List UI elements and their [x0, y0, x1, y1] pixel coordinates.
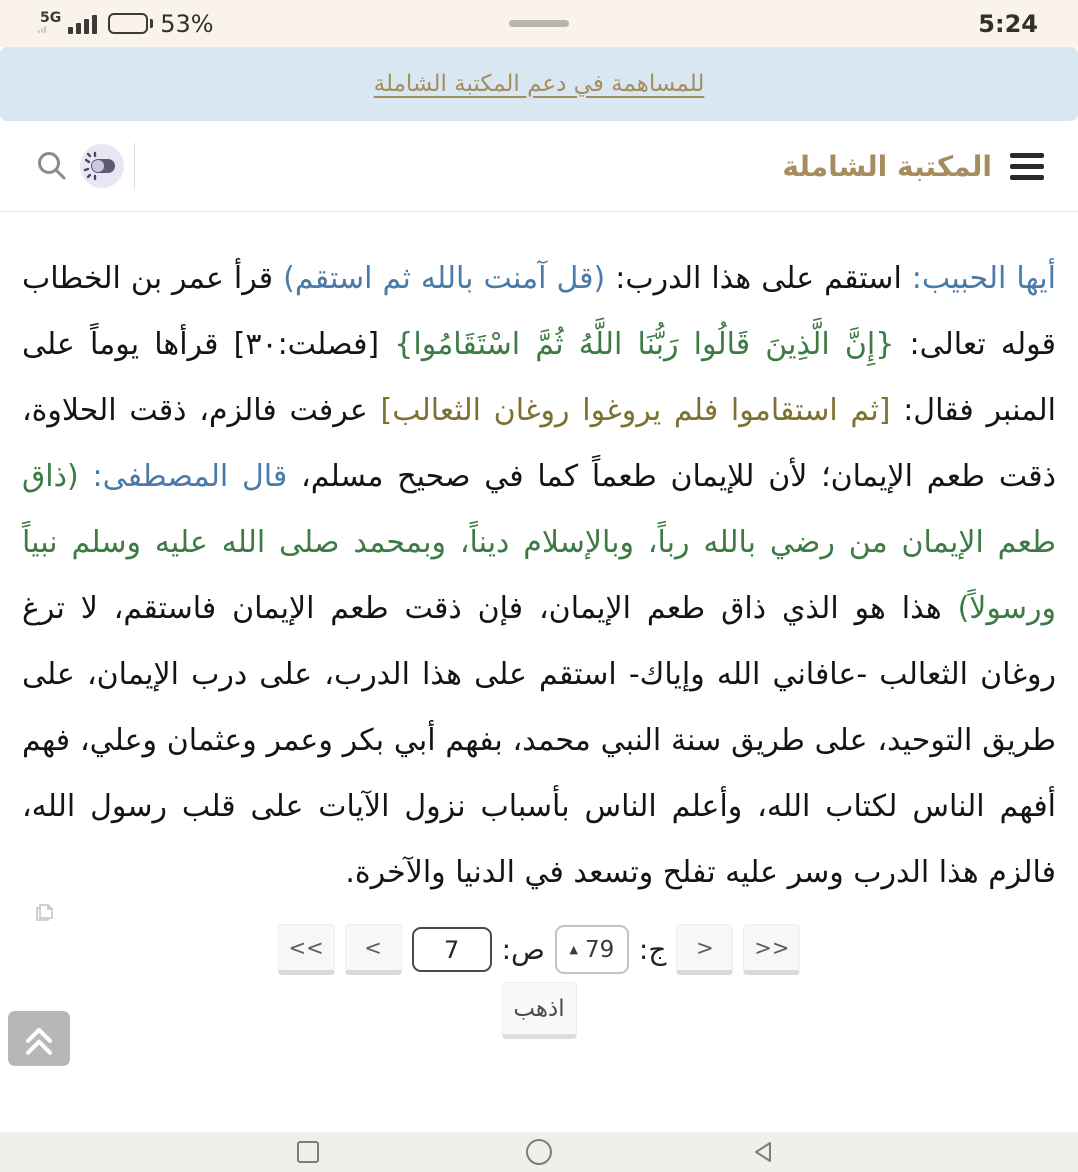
text-segment: قال المصطفى:: [78, 459, 288, 494]
app-header: [0, 121, 1078, 212]
clock: 5:24: [978, 9, 1038, 38]
header-actions: [34, 143, 135, 189]
volume-label: ج:: [638, 933, 667, 966]
select-arrow-icon: ▲: [569, 943, 578, 956]
text-segment: عرفت فالزم، ذقت الحلاوة، ذقت طعم الإيمان؛ لأن للإيمان طعماً كما في صحيح مسلم،: [22, 393, 1056, 494]
text-segment: قرأ عمر بن الخطاب قوله تعالى:: [22, 261, 1056, 362]
text-segment: (ذاق طعم الإيمان من رضي بالله رباً، وبالإسلام ديناً، وبمحمد صلى الله عليه وسلم نبياً ورسولاً): [22, 459, 1056, 626]
donation-link[interactable]: للمساهمة في دعم المكتبة الشاملة: [373, 71, 705, 97]
camera-notch-pill: [509, 20, 569, 27]
status-bar: [0, 0, 1078, 47]
dark-mode-toggle-icon[interactable]: [80, 144, 124, 188]
page-prev-double-button[interactable]: <<: [278, 924, 335, 975]
recents-icon[interactable]: [296, 1140, 320, 1164]
battery-percent: 53%: [160, 9, 214, 38]
scroll-to-top-button[interactable]: [8, 1011, 70, 1066]
page-next-button[interactable]: >: [676, 924, 733, 975]
go-button[interactable]: اذهب: [502, 982, 577, 1039]
text-segment: {إِنَّ الَّذِينَ قَالُوا رَبُّنَا اللَّهُ ثُمَّ اسْتَقَامُوا}: [379, 327, 895, 362]
page-number-input[interactable]: [412, 927, 492, 972]
menu-icon[interactable]: [1010, 153, 1044, 180]
go-row: [22, 982, 1056, 1039]
text-segment: قرأها يوماً على المنبر فقال:: [22, 327, 1056, 428]
sim2-signal-icon: [38, 26, 46, 33]
android-nav-bar: [0, 1132, 1078, 1172]
volume-value: 79: [584, 936, 615, 963]
status-icons: [40, 10, 214, 38]
battery-icon: [108, 13, 153, 34]
network-type-label: 5G: [40, 11, 61, 25]
text-segment: (قل آمنت بالله ثم استقم): [273, 261, 606, 296]
page-prev-button[interactable]: <: [345, 924, 402, 975]
search-icon[interactable]: [34, 148, 70, 184]
home-icon[interactable]: [525, 1138, 553, 1166]
header-divider: [134, 143, 135, 189]
text-segment: [ثم استقاموا فلم يروغوا روغان الثعالب]: [367, 393, 891, 428]
book-text: [22, 246, 1056, 906]
text-segment: هذا هو الذي ذاق طعم الإيمان، فإن ذقت طعم الإيمان فاستقم، لا ترغ روغان الثعالب -عافاني الله وإياك- استقم على هذا الدرب، على درب الإيمان، على طريق التوحيد، على طريق سنة النبي محمد، بفهم أبي بكر وعمر وعثمان وعلي، فهم أفهم الناس لكتاب الله، وأعلم الناس بأسباب نزول الآيات على قلب رسول الله، فالزم هذا الدرب وسر عليه تفلح وتسعد في الدنيا والآخرة.: [22, 591, 1056, 890]
signal-bars-icon: [68, 14, 97, 34]
copy-icon[interactable]: [32, 900, 58, 930]
donation-banner: [0, 47, 1078, 121]
text-segment: استقم على هذا الدرب:: [605, 261, 902, 296]
volume-select[interactable]: [555, 925, 629, 974]
text-segment: [فصلت:٣٠]: [218, 327, 380, 362]
page-next-double-button[interactable]: >>: [743, 924, 800, 975]
text-segment: أيها الحبيب:: [901, 261, 1056, 296]
page-label: ص:: [501, 933, 545, 966]
site-title: المكتبة الشاملة: [782, 149, 992, 183]
page-content: [0, 212, 1078, 1039]
back-icon[interactable]: [752, 1140, 776, 1164]
pagination-bar: [22, 924, 1056, 975]
